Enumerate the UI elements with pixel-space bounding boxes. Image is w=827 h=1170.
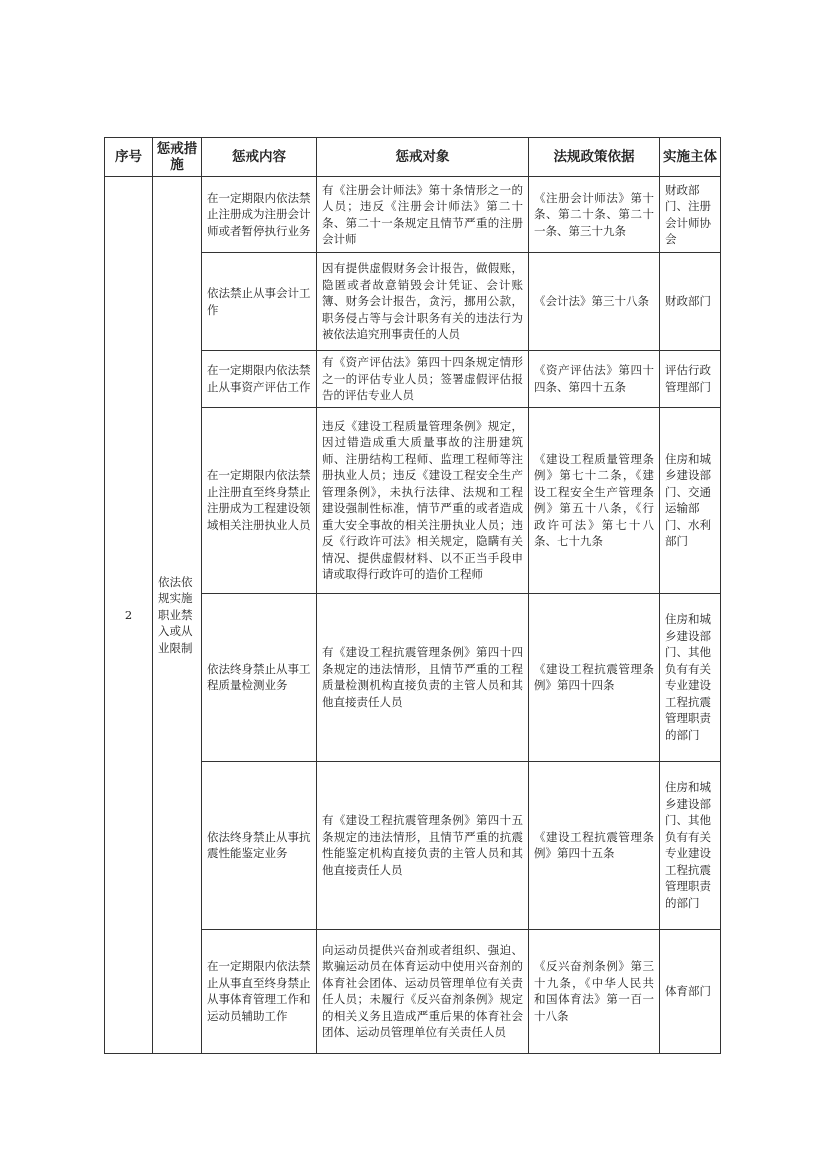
- subject-cell: 财政部门: [660, 253, 721, 351]
- target-cell: 因有提供虚假财务会计报告，做假账，隐匿或者故意销毁会计凭证、会计账簿、财务会计报告，贪污，挪用公款，职务侵占等与会计职务有关的违法行为被依法追究刑事责任的人员: [317, 253, 529, 351]
- basis-cell: 《资产评估法》第四十四条、第四十五条: [529, 351, 660, 408]
- subject-cell: 体育部门: [660, 929, 721, 1053]
- table-row: [105, 177, 721, 253]
- header-target: 惩戒对象: [317, 138, 529, 177]
- target-cell: 向运动员提供兴奋剂或者组织、强迫、欺骗运动员在体育运动中使用兴奋剂的体育社会团体、运动员管理单位有关责任人员；未履行《反兴奋剂条例》规定的相关义务且造成严重后果的体育社会团体、运动员管理单位有关责任人员: [317, 929, 529, 1053]
- content-cell: 在一定期限内依法禁止注册成为注册会计师或者暂停执行业务: [202, 177, 317, 253]
- header-basis: 法规政策依据: [529, 138, 660, 177]
- subject-cell: 评估行政管理部门: [660, 351, 721, 408]
- target-cell: 有《注册会计师法》第十条情形之一的人员；违反《注册会计师法》第二十条、第二十一条规定且情节严重的注册会计师: [317, 177, 529, 253]
- subject-cell: 住房和城乡建设部门、交通运输部门、水利部门: [660, 407, 721, 593]
- basis-cell: 《会计法》第三十八条: [529, 253, 660, 351]
- basis-cell: 《建设工程质量管理条例》第七十二条，《建设工程安全生产管理条例》第五十八条，《行政许可法》第七十八条、七十九条: [529, 407, 660, 593]
- basis-cell: 《反兴奋剂条例》第三十九条，《中华人民共和国体育法》第一百一十八条: [529, 929, 660, 1053]
- header-no: 序号: [105, 138, 153, 177]
- header-subject: 实施主体: [660, 138, 721, 177]
- penalty-table: [104, 137, 721, 1054]
- content-cell: 依法终身禁止从事工程质量检测业务: [202, 593, 317, 761]
- row-number: 2: [105, 177, 153, 1054]
- header-measure: 惩戒措施: [153, 138, 202, 177]
- subject-cell: 财政部门、注册会计师协会: [660, 177, 721, 253]
- subject-cell: 住房和城乡建设部门、其他负有有关专业建设工程抗震管理职责的部门: [660, 761, 721, 929]
- target-cell: 有《建设工程抗震管理条例》第四十四条规定的违法情形，且情节严重的工程质量检测机构直接负责的主管人员和其他直接责任人员: [317, 593, 529, 761]
- content-cell: 依法终身禁止从事抗震性能鉴定业务: [202, 761, 317, 929]
- target-cell: 有《建设工程抗震管理条例》第四十五条规定的违法情形，且情节严重的抗震性能鉴定机构直接负责的主管人员和其他直接责任人员: [317, 761, 529, 929]
- subject-cell: 住房和城乡建设部门、其他负有有关专业建设工程抗震管理职责的部门: [660, 593, 721, 761]
- target-cell: 违反《建设工程质量管理条例》规定，因过错造成重大质量事故的注册建筑师、注册结构工程师、监理工程师等注册执业人员；违反《建设工程安全生产管理条例》，未执行法律、法规和工程建设强制性标准，情节严重的或者造成重大安全事故的相关注册执业人员；违反《行政许可法》相关规定，隐瞒有关情况、提供虚假材料、以不正当手段申请或取得行政许可的造价工程师: [317, 407, 529, 593]
- basis-cell: 《建设工程抗震管理条例》第四十四条: [529, 593, 660, 761]
- basis-cell: 《注册会计师法》第十条、第二十条、第二十一条、第三十九条: [529, 177, 660, 253]
- content-cell: 在一定期限内依法禁止从事直至终身禁止从事体育管理工作和运动员辅助工作: [202, 929, 317, 1053]
- header-content: 惩戒内容: [202, 138, 317, 177]
- content-cell: 依法禁止从事会计工作: [202, 253, 317, 351]
- table-header-row: [105, 138, 721, 177]
- measure-cell: 依法依规实施职业禁入或从业限制: [153, 177, 202, 1054]
- basis-cell: 《建设工程抗震管理条例》第四十五条: [529, 761, 660, 929]
- content-cell: 在一定期限内依法禁止从事资产评估工作: [202, 351, 317, 408]
- content-cell: 在一定期限内依法禁止注册直至终身禁止注册成为工程建设领域相关注册执业人员: [202, 407, 317, 593]
- target-cell: 有《资产评估法》第四十四条规定情形之一的评估专业人员；签署虚假评估报告的评估专业人员: [317, 351, 529, 408]
